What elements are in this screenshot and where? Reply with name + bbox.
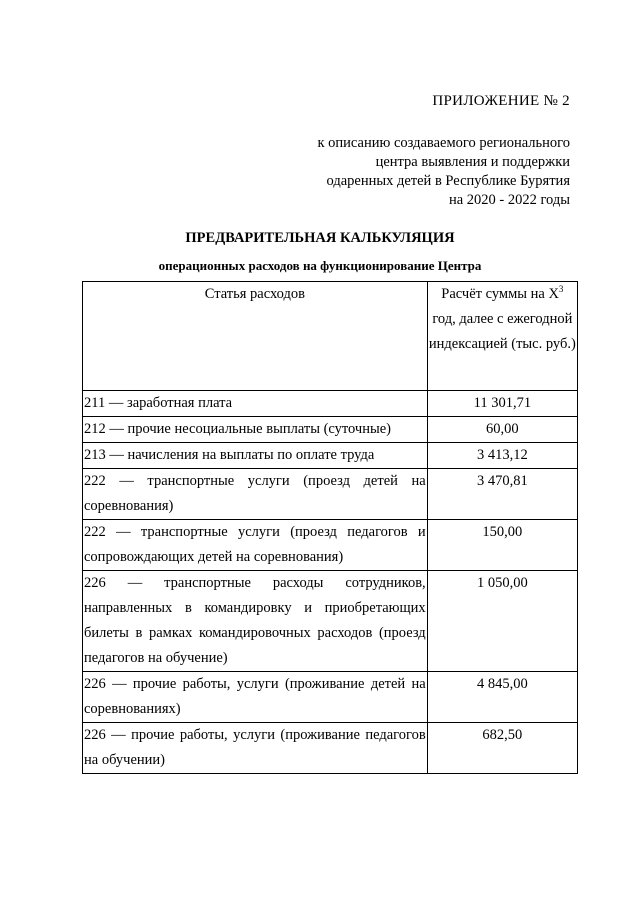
document-title: ПРЕДВАРИТЕЛЬНАЯ КАЛЬКУЛЯЦИЯ: [185, 230, 455, 246]
header-sum: [427, 282, 577, 391]
appendix-block: [317, 93, 570, 210]
table-row: [83, 723, 578, 774]
expense-sum: 3 413,12: [427, 443, 577, 469]
table-row: [83, 672, 578, 723]
header-expense-item: Статья расходов: [83, 282, 428, 391]
table-row: [83, 571, 578, 672]
table-row: [83, 443, 578, 469]
expense-sum: 11 301,71: [427, 391, 577, 417]
appendix-title: ПРИЛОЖЕНИЕ № 2: [432, 93, 570, 109]
appendix-description: [317, 134, 570, 210]
expense-item: 226 — транспортные расходы сотрудников, направленных в командировку и приобретающих билеты в рамках командировочных расходов (проезд педагогов на обучение): [83, 571, 428, 672]
expense-item: 226 — прочие работы, услуги (проживание педагогов на обучении): [83, 723, 428, 774]
expense-sum: 4 845,00: [427, 672, 577, 723]
expense-sum: 682,50: [427, 723, 577, 774]
table-header-row: [83, 282, 578, 391]
table-row: [83, 391, 578, 417]
expense-item: 226 — прочие работы, услуги (проживание детей на соревнованиях): [83, 672, 428, 723]
header-sum-rest: год, далее с ежегодной индексацией (тыс. руб.): [428, 311, 576, 352]
appendix-line: центра выявления и поддержки: [375, 154, 570, 170]
expense-item: 212 — прочие несоциальные выплаты (суточные): [83, 417, 428, 443]
appendix-line: к описанию создаваемого регионального: [317, 135, 570, 151]
expense-sum: 150,00: [427, 520, 577, 571]
expense-item: 213 — начисления на выплаты по оплате труда: [83, 443, 428, 469]
expense-table: [82, 281, 578, 774]
table-row: [83, 520, 578, 571]
table-row: [83, 417, 578, 443]
header-sum-main: Расчёт суммы на Х: [441, 286, 559, 302]
header-sum-footnote: 3: [558, 284, 564, 295]
expense-sum: 1 050,00: [427, 571, 577, 672]
appendix-line: одаренных детей в Республике Бурятия: [326, 173, 570, 189]
table-row: [83, 469, 578, 520]
expense-item: 222 — транспортные услуги (проезд детей на соревнования): [83, 469, 428, 520]
expense-sum: 60,00: [427, 417, 577, 443]
expense-item: 211 — заработная плата: [83, 391, 428, 417]
appendix-line: на 2020 - 2022 годы: [448, 192, 570, 208]
expense-sum: 3 470,81: [427, 469, 577, 520]
document-subtitle: операционных расходов на функционирование Центра: [158, 258, 482, 273]
expense-item: 222 — транспортные услуги (проезд педагогов и сопровождающих детей на соревнования): [83, 520, 428, 571]
